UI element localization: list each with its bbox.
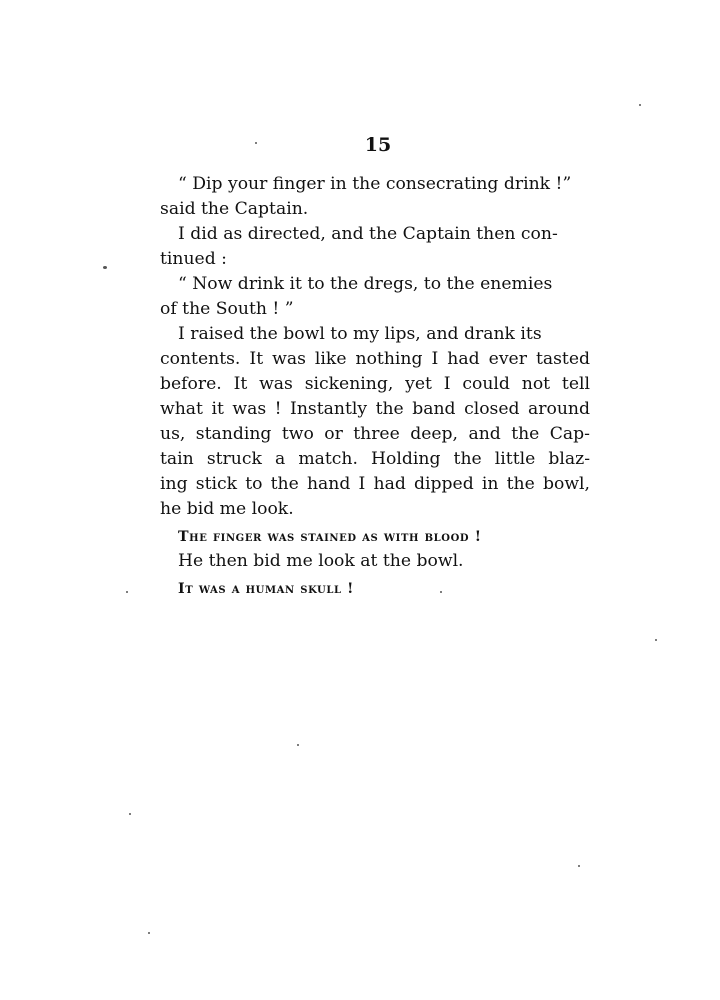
text-line: tinued :: [160, 249, 227, 269]
scan-speck: [255, 142, 257, 144]
text-line: he bid me look.: [160, 499, 294, 519]
scan-speck: [103, 266, 107, 269]
text-line: what it was ! Instantly the band closed around: [160, 399, 590, 419]
text-line: He then bid me look at the bowl.: [178, 551, 464, 571]
emphasis-line: The finger was stained as with blood !: [178, 529, 482, 545]
text-line: before. It was sickening, yet I could not tell: [160, 374, 590, 394]
scan-speck: [129, 813, 131, 815]
text-line: us, standing two or three deep, and the Cap-: [160, 424, 590, 444]
scan-speck: [297, 744, 299, 746]
text-line: contents. It was like nothing I had ever tasted: [160, 349, 590, 369]
text-line: tain struck a match. Holding the little blaz-: [160, 449, 590, 469]
emphasis-line: It was a human skull !: [178, 581, 355, 597]
text-line: ing stick to the hand I had dipped in the bowl,: [160, 474, 590, 494]
text-line: said the Captain.: [160, 199, 309, 219]
page-number: 15: [364, 134, 392, 156]
text-line: “ Dip your finger in the consecrating drink !”: [178, 174, 572, 194]
scan-speck: [639, 104, 641, 106]
text-line: I raised the bowl to my lips, and drank its: [178, 324, 542, 344]
text-line: of the South ! ”: [160, 299, 294, 319]
scan-speck: [655, 639, 657, 641]
text-line: I did as directed, and the Captain then con-: [178, 224, 558, 244]
scan-speck: [440, 591, 442, 593]
scan-speck: [148, 932, 150, 934]
text-line: “ Now drink it to the dregs, to the enemies: [178, 274, 553, 294]
scan-speck: [578, 865, 580, 867]
scan-speck: [126, 591, 128, 593]
